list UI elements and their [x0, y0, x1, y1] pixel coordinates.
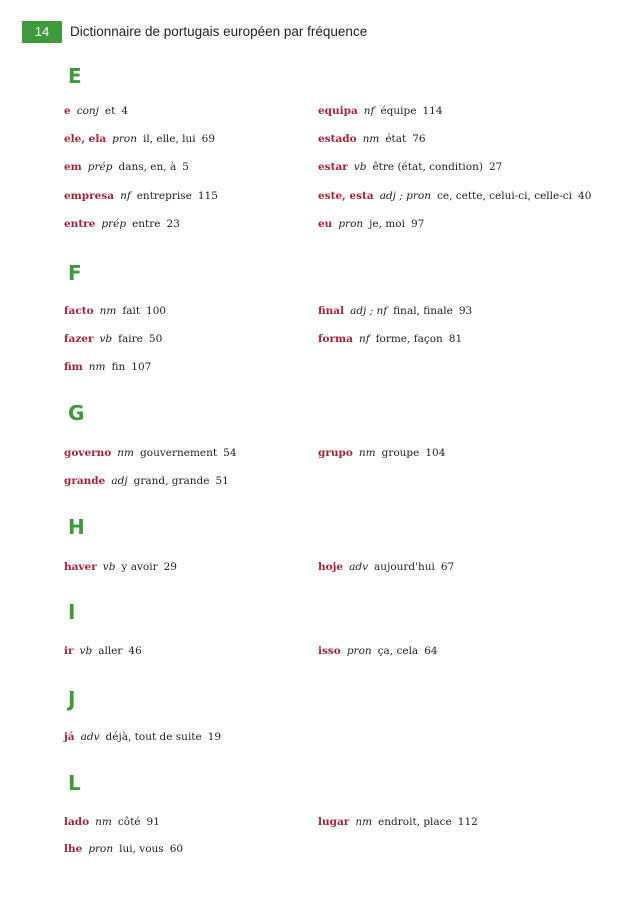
- entry-part-of-speech: nm: [99, 305, 117, 317]
- entry-frequency-rank: 50: [148, 333, 163, 345]
- entry-headword: fim: [64, 361, 83, 373]
- entry-frequency-rank: 60: [169, 843, 184, 855]
- dictionary-entry: [318, 217, 424, 231]
- entry-headword: em: [64, 161, 82, 173]
- entry-definition: fait: [122, 305, 141, 317]
- dictionary-entry: [64, 217, 180, 231]
- dictionary-entry: [64, 332, 162, 346]
- entry-headword: final: [318, 305, 345, 317]
- entry-definition: et: [104, 105, 116, 117]
- entry-definition: entreprise: [136, 190, 192, 202]
- entry-definition: grand, grande: [133, 475, 210, 487]
- entry-headword: estado: [318, 133, 357, 145]
- section-letter-i: I: [68, 600, 76, 624]
- dictionary-entry: [64, 360, 151, 374]
- entry-part-of-speech: pron: [112, 133, 137, 145]
- section-letter-h: H: [68, 515, 85, 539]
- entry-frequency-rank: 46: [128, 645, 142, 657]
- entry-definition: fin: [111, 361, 126, 373]
- section-letter-e: E: [68, 64, 82, 88]
- dictionary-entry: [318, 104, 443, 118]
- entry-part-of-speech: vb: [99, 333, 113, 345]
- entry-part-of-speech: adj ; pron: [379, 190, 431, 202]
- page-header: [0, 0, 638, 44]
- entry-definition: entre: [132, 218, 161, 230]
- dictionary-entry: [318, 446, 445, 460]
- entry-frequency-rank: 104: [425, 447, 446, 459]
- entry-definition: lui, vous: [119, 843, 164, 855]
- entry-part-of-speech: nm: [88, 361, 106, 373]
- entry-frequency-rank: 54: [223, 447, 237, 459]
- entry-frequency-rank: 91: [146, 816, 160, 828]
- dictionary-entry: [318, 189, 591, 203]
- entry-frequency-rank: 112: [457, 816, 478, 828]
- dictionary-entry: [318, 304, 472, 318]
- entry-part-of-speech: adj ; nf: [350, 305, 388, 317]
- entry-part-of-speech: prép: [87, 161, 113, 173]
- entry-definition: aller: [98, 645, 123, 657]
- dictionary-entry: [64, 160, 189, 174]
- entry-definition: gouvernement: [140, 447, 218, 459]
- entry-frequency-rank: 93: [458, 305, 473, 317]
- entry-part-of-speech: nm: [358, 447, 376, 459]
- entry-frequency-rank: 19: [207, 731, 222, 743]
- entry-definition: groupe: [381, 447, 420, 459]
- entry-frequency-rank: 69: [201, 133, 216, 145]
- entry-headword: ir: [64, 645, 74, 657]
- entry-frequency-rank: 4: [121, 105, 129, 117]
- dictionary-entry: [64, 644, 142, 658]
- entry-headword: empresa: [64, 190, 115, 202]
- entry-frequency-rank: 27: [488, 161, 503, 173]
- entry-definition: forme, façon: [375, 333, 443, 345]
- entry-part-of-speech: prép: [101, 218, 127, 230]
- dictionary-entry: [318, 332, 462, 346]
- entry-part-of-speech: pron: [338, 218, 364, 230]
- entry-frequency-rank: 29: [163, 561, 177, 573]
- entry-part-of-speech: vb: [102, 561, 116, 573]
- dictionary-entry: [318, 132, 426, 146]
- entry-definition: être (état, condition): [372, 161, 483, 173]
- entry-part-of-speech: nf: [358, 333, 370, 345]
- entry-part-of-speech: nm: [355, 816, 373, 828]
- entry-headword: grande: [64, 475, 106, 487]
- entry-headword: lugar: [318, 816, 350, 828]
- entry-headword: isso: [318, 645, 341, 657]
- entry-frequency-rank: 81: [448, 333, 463, 345]
- entry-part-of-speech: nf: [363, 105, 375, 117]
- dictionary-entry: [318, 815, 478, 829]
- entry-frequency-rank: 64: [424, 645, 438, 657]
- entry-definition: ce, cette, celui-ci, celle-ci: [436, 190, 573, 202]
- entry-frequency-rank: 51: [215, 475, 229, 487]
- entry-headword: fazer: [64, 333, 94, 345]
- entry-part-of-speech: adv: [349, 561, 369, 573]
- dictionary-entry: [64, 304, 166, 318]
- entry-headword: haver: [64, 561, 97, 573]
- entry-definition: côté: [117, 816, 141, 828]
- entry-frequency-rank: 40: [578, 190, 592, 202]
- entry-frequency-rank: 67: [440, 561, 455, 573]
- section-letter-j: J: [68, 687, 76, 711]
- entry-part-of-speech: adv: [80, 731, 100, 743]
- dictionary-entry: [64, 560, 177, 574]
- entry-part-of-speech: nm: [362, 133, 380, 145]
- entry-frequency-rank: 23: [166, 218, 180, 230]
- entry-frequency-rank: 97: [410, 218, 425, 230]
- entry-part-of-speech: nm: [117, 447, 135, 459]
- entry-definition: déjà, tout de suite: [105, 731, 202, 743]
- section-letter-f: F: [68, 261, 82, 285]
- entry-definition: il, elle, lui: [142, 133, 196, 145]
- entry-headword: facto: [64, 305, 94, 317]
- entry-definition: y avoir: [121, 561, 158, 573]
- entry-definition: final, finale: [393, 305, 453, 317]
- dictionary-entry: [318, 560, 454, 574]
- entry-frequency-rank: 76: [412, 133, 426, 145]
- entry-headword: equipa: [318, 105, 358, 117]
- entry-headword: ele, ela: [64, 133, 107, 145]
- dictionary-entry: [64, 104, 128, 118]
- dictionary-entry: [64, 474, 229, 488]
- dictionary-entry: [64, 189, 218, 203]
- entry-definition: je, moi: [369, 218, 405, 230]
- entry-frequency-rank: 107: [131, 361, 152, 373]
- entry-definition: état: [385, 133, 407, 145]
- entry-headword: lhe: [64, 843, 83, 855]
- section-letter-g: G: [68, 401, 85, 425]
- entry-frequency-rank: 5: [182, 161, 189, 173]
- dictionary-entry: [64, 132, 215, 146]
- entry-part-of-speech: vb: [353, 161, 367, 173]
- dictionary-entry: [64, 842, 183, 856]
- entry-part-of-speech: vb: [79, 645, 93, 657]
- entry-headword: já: [64, 731, 75, 743]
- dictionary-entry: [64, 815, 160, 829]
- entry-frequency-rank: 114: [422, 105, 443, 117]
- entry-headword: hoje: [318, 561, 344, 573]
- entry-part-of-speech: nm: [95, 816, 112, 828]
- dictionary-entry: [318, 160, 502, 174]
- entry-definition: faire: [118, 333, 143, 345]
- page-number: 14: [22, 21, 62, 43]
- entry-headword: lado: [64, 816, 90, 828]
- entry-definition: ça, cela: [377, 645, 419, 657]
- entry-frequency-rank: 100: [146, 305, 167, 317]
- entry-frequency-rank: 115: [197, 190, 218, 202]
- entry-headword: estar: [318, 161, 348, 173]
- section-letter-l: L: [68, 771, 81, 795]
- book-title: Dictionnaire de portugais européen par fréquence: [70, 24, 368, 39]
- dictionary-entry: [318, 644, 438, 658]
- entry-part-of-speech: pron: [88, 843, 114, 855]
- dictionary-entry: [64, 730, 221, 744]
- entry-part-of-speech: conj: [76, 105, 99, 117]
- dictionary-entry: [64, 446, 237, 460]
- entry-headword: este, esta: [318, 190, 374, 202]
- entry-headword: entre: [64, 218, 96, 230]
- entry-headword: forma: [318, 333, 353, 345]
- entry-headword: governo: [64, 447, 112, 459]
- entry-part-of-speech: adj: [111, 475, 128, 487]
- entry-part-of-speech: nf: [120, 190, 131, 202]
- entry-definition: endroit, place: [378, 816, 452, 828]
- entry-definition: aujourd'hui: [374, 561, 435, 573]
- entry-headword: eu: [318, 218, 333, 230]
- entry-part-of-speech: pron: [346, 645, 372, 657]
- entry-definition: équipe: [380, 105, 417, 117]
- entry-headword: e: [64, 105, 71, 117]
- entry-headword: grupo: [318, 447, 353, 459]
- entry-definition: dans, en, à: [118, 161, 177, 173]
